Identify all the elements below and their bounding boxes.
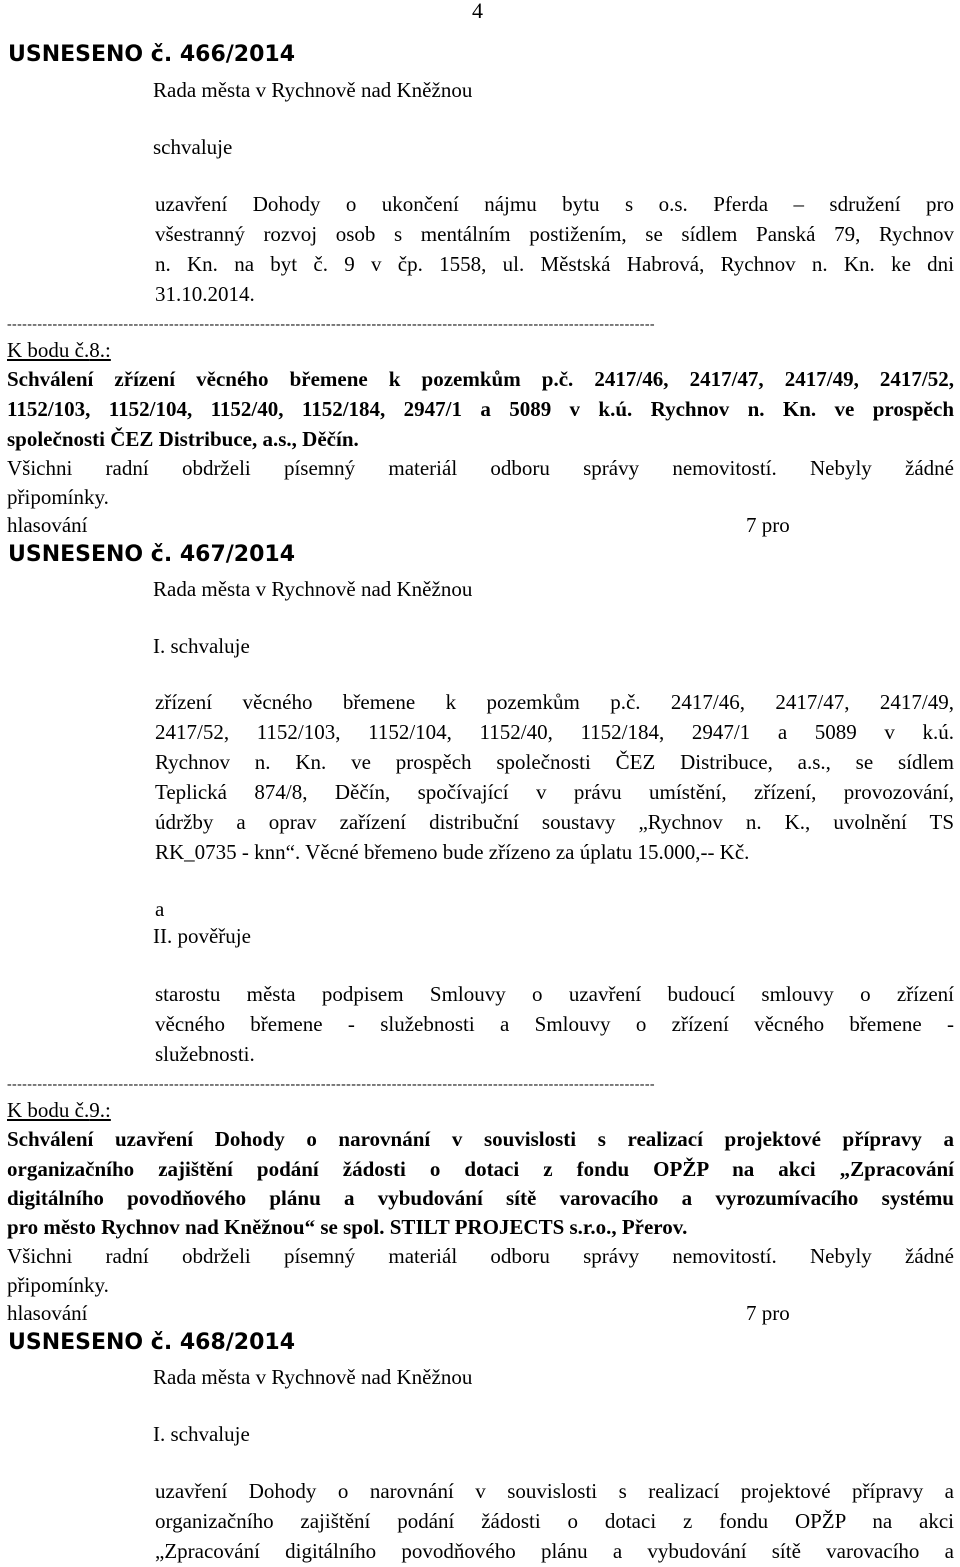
agenda-item-title-line: 1152/103, 1152/104, 1152/40, 1152/184, 2947/1 a 5089 v k.ú. Rychnov n. Kn. ve prospěch [7,397,954,421]
resolution-heading-468: USNESENO č. 468/2014 [8,1330,296,1355]
agenda-item-title-line: Schválení zřízení věcného břemene k pozemkům p.č. 2417/46, 2417/47, 2417/49, 2417/52, [7,367,954,391]
resolution-text-line: 31.10.2014. [155,282,255,306]
resolution-text-line: věcného břemene - služebnosti a Smlouvy o zřízení věcného břemene - [155,1012,954,1036]
page-number: 4 [472,0,483,23]
separator-line: -------------------------------------------------------------------------------------------------------------------------------- [7,318,655,332]
resolution-text-line: údržby a oprav zařízení distribuční soustavy „Rychnov n. K., uvolnění TS [155,810,954,834]
info-text-line: Všichni radní obdrželi písemný materiál odboru správy nemovitostí. Nebyly žádné [7,456,954,480]
agenda-item-title-line: pro město Rychnov nad Kněžnou“ se spol. STILT PROJECTS s.r.o., Přerov. [7,1215,688,1239]
resolution-text-line: „Zpracování digitálního povodňového plánu a vybudování sítě varovacího a [155,1539,954,1563]
council-name: Rada města v Rychnově nad Kněžnou [153,577,473,601]
conjunction: a [155,897,165,921]
resolution-text-line: Rychnov n. Kn. ve prospěch společnosti ČEZ Distribuce, a.s., se sídlem [155,750,954,774]
info-text-line: připomínky. [7,485,109,509]
agenda-item-title-line: společnosti ČEZ Distribuce, a.s., Děčín. [7,427,359,451]
agenda-item-title-line: Schválení uzavření Dohody o narovnání v souvislosti s realizací projektové přípravy a [7,1127,954,1151]
council-name: Rada města v Rychnově nad Kněžnou [153,78,473,102]
vote-result: 7 pro [746,513,790,537]
separator-line: -------------------------------------------------------------------------------------------------------------------------------- [7,1078,655,1092]
vote-label: hlasování [7,1301,88,1325]
resolution-text-line: uzavření Dohody o narovnání v souvislosti s realizací projektové přípravy a [155,1479,954,1503]
resolution-text-line: Teplická 874/8, Děčín, spočívající v právu umístění, zřízení, provozování, [155,780,954,804]
agenda-item-title-line: organizačního zajištění podání žádosti o dotaci z fondu OPŽP na akci „Zpracování [7,1157,954,1181]
info-text-line: připomínky. [7,1273,109,1297]
resolution-verb: schvaluje [153,135,233,159]
resolution-text-line: n. Kn. na byt č. 9 v čp. 1558, ul. Městská Habrová, Rychnov n. Kn. ke dni [155,252,954,276]
agenda-item-title-line: digitálního povodňového plánu a vybudování sítě varovacího a vyrozumívacího systému [7,1186,954,1210]
info-text-line: Všichni radní obdrželi písemný materiál odboru správy nemovitostí. Nebyly žádné [7,1244,954,1268]
resolution-verb: II. pověřuje [153,924,251,948]
agenda-item-label: K bodu č.9.: [7,1098,111,1122]
resolution-verb: I. schvaluje [153,634,250,658]
resolution-heading-466: USNESENO č. 466/2014 [8,42,296,67]
resolution-text-line: všestranný rozvoj osob s mentálním postižením, se sídlem Panská 79, Rychnov [155,222,954,246]
resolution-text-line: 2417/52, 1152/103, 1152/104, 1152/40, 1152/184, 2947/1 a 5089 v k.ú. [155,720,954,744]
resolution-text-line: RK_0735 - knn“. Věcné břemeno bude zřízeno za úplatu 15.000,-- Kč. [155,840,750,864]
resolution-verb: I. schvaluje [153,1422,250,1446]
resolution-text-line: organizačního zajištění podání žádosti o dotaci z fondu OPŽP na akci [155,1509,954,1533]
resolution-heading-467: USNESENO č. 467/2014 [8,542,296,567]
resolution-text-line: starostu města podpisem Smlouvy o uzavření budoucí smlouvy o zřízení [155,982,954,1006]
resolution-text-line: zřízení věcného břemene k pozemkům p.č. 2417/46, 2417/47, 2417/49, [155,690,954,714]
vote-result: 7 pro [746,1301,790,1325]
resolution-text-line: služebnosti. [155,1042,255,1066]
council-name: Rada města v Rychnově nad Kněžnou [153,1365,473,1389]
vote-label: hlasování [7,513,88,537]
resolution-text-line: uzavření Dohody o ukončení nájmu bytu s o.s. Pferda – sdružení pro [155,192,954,216]
agenda-item-label: K bodu č.8.: [7,338,111,362]
